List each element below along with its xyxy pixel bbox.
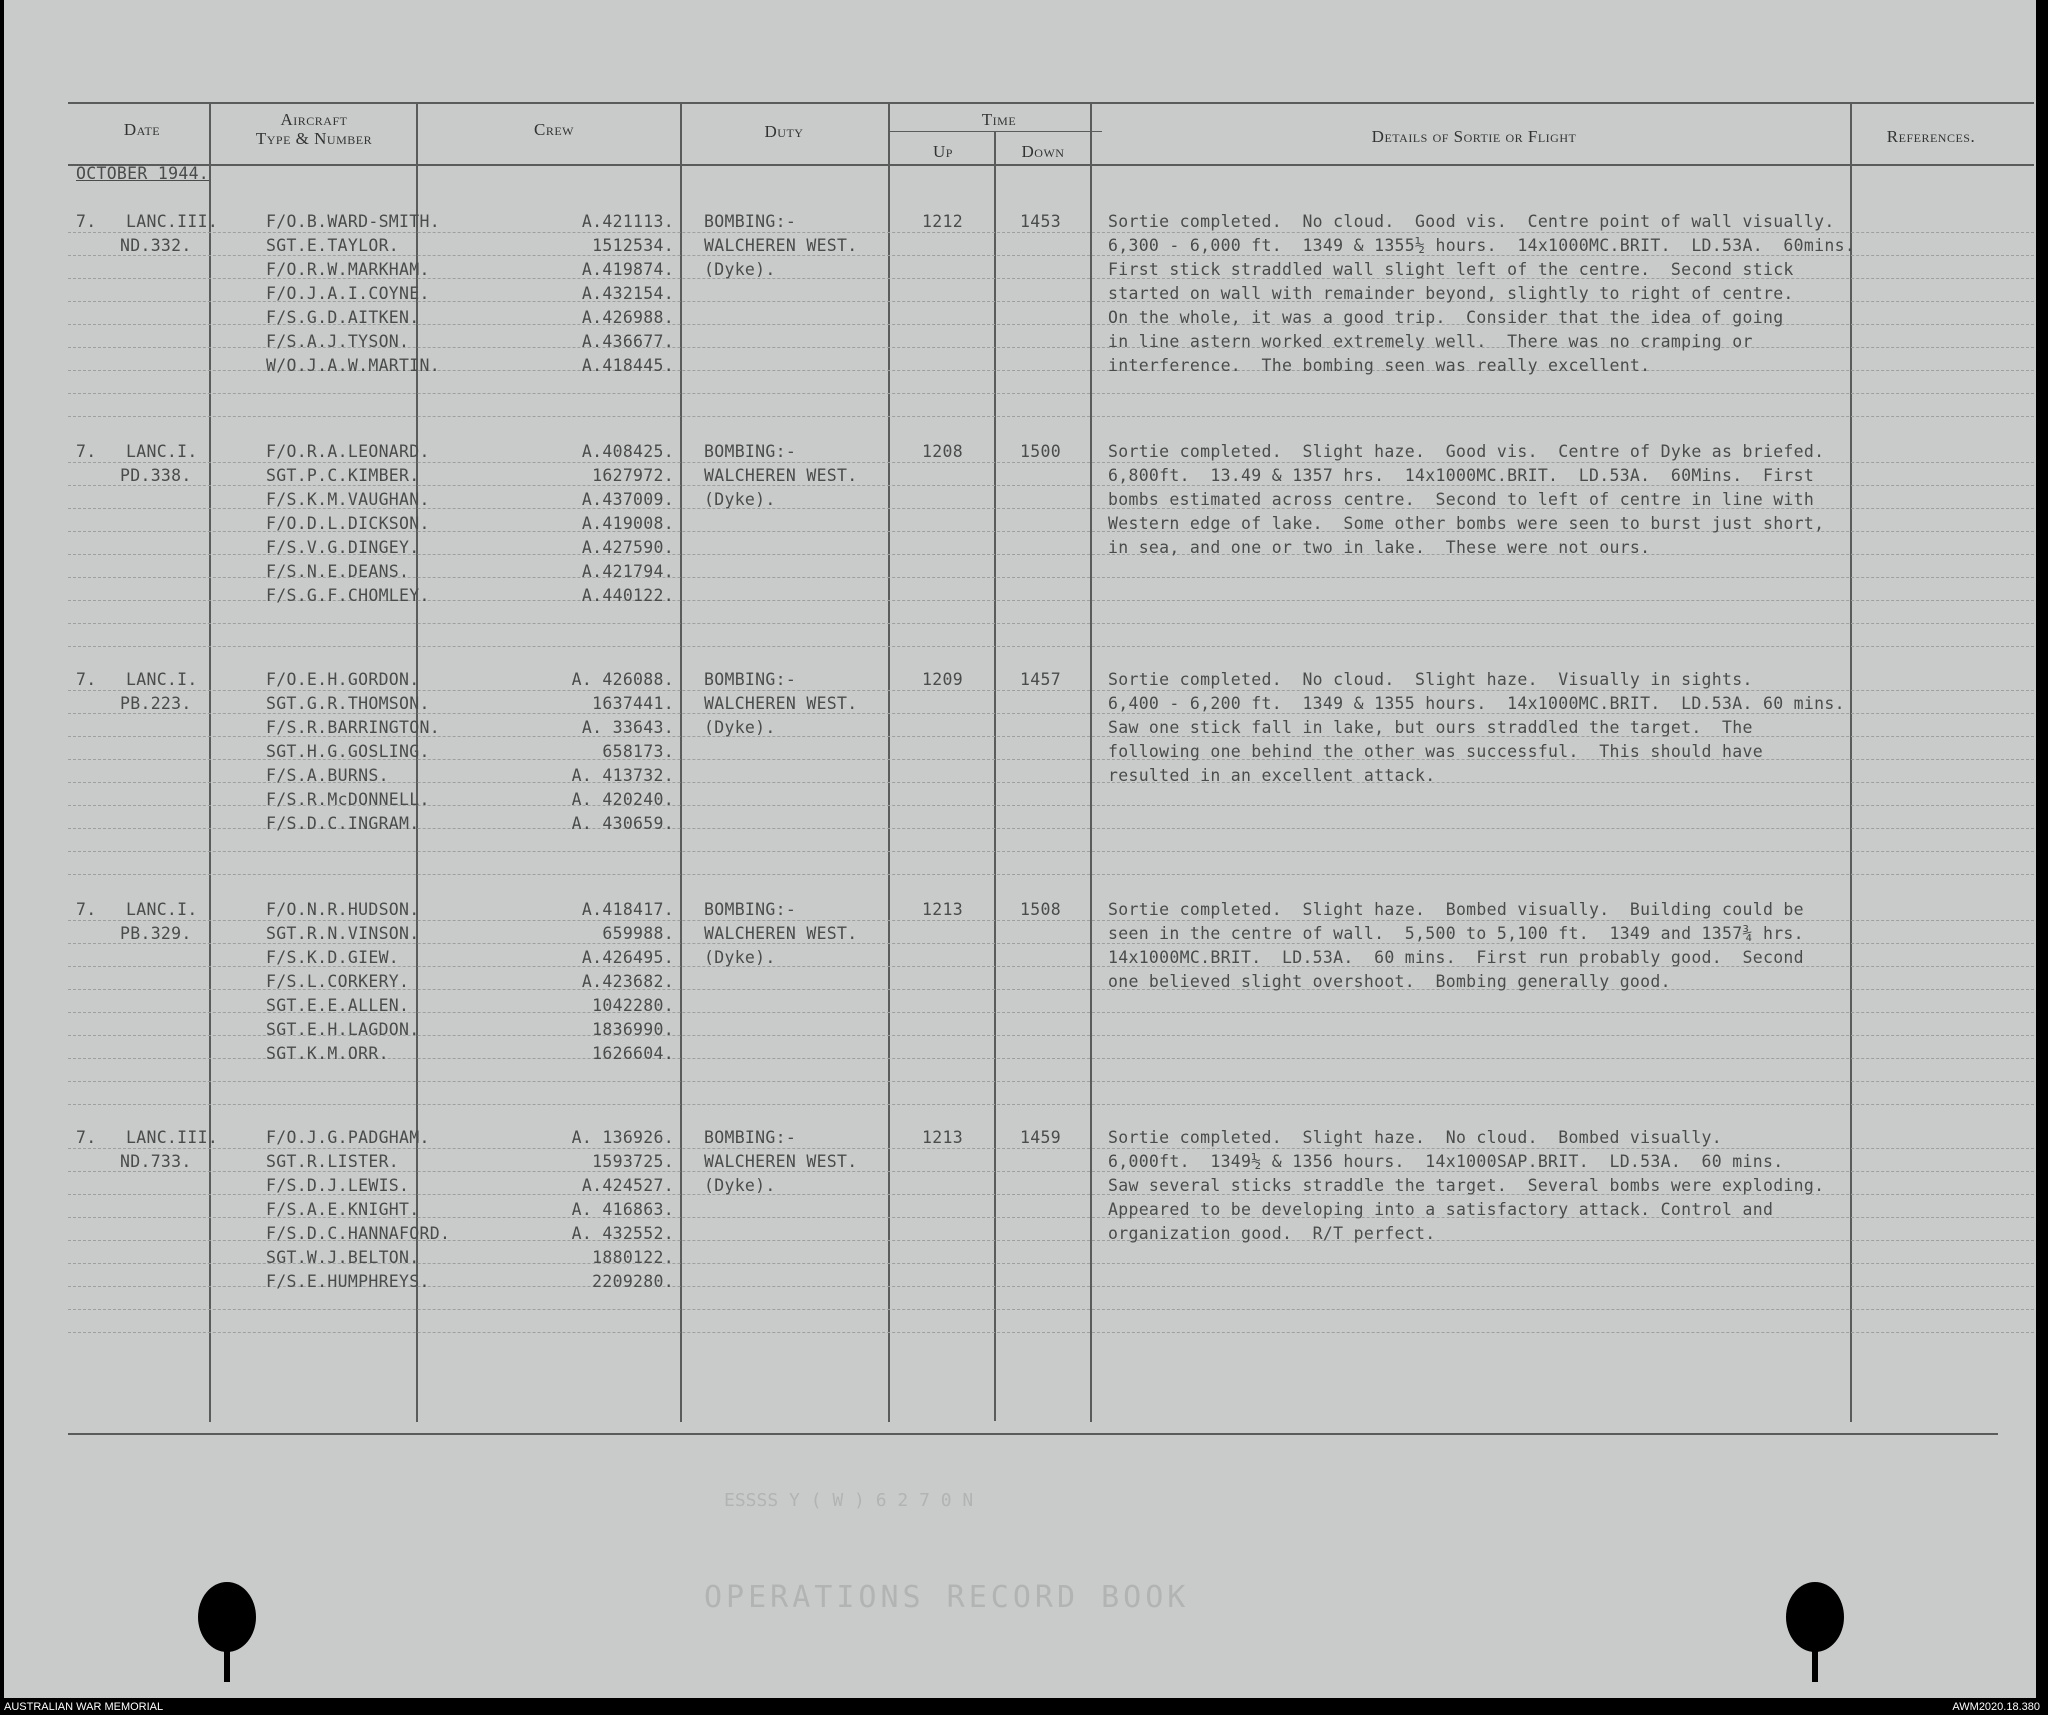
crew-name: F/S.D.J.LEWIS. — [266, 1176, 410, 1195]
crew-service-number: A. 420240. — [571, 790, 674, 809]
ruled-line — [68, 851, 2034, 853]
details-line: interference. The bombing seen was really excellent. — [1108, 356, 1651, 375]
crew-name: F/O.J.G.PADGHAM. — [266, 1128, 430, 1147]
details-line: Western edge of lake. Some other bombs were seen to burst just short, — [1108, 514, 1825, 533]
ruled-line — [68, 1148, 2034, 1150]
time-down: 1500 — [1020, 442, 1061, 461]
crew-service-number: 2209280. — [592, 1272, 674, 1291]
duty-line: BOMBING:- — [704, 1128, 797, 1147]
binder-hole-left — [198, 1582, 256, 1652]
crew-name: F/O.J.A.I.COYNE. — [266, 284, 430, 303]
details-line: seen in the centre of wall. 5,500 to 5,100 ft. 1349 and 1357¾ hrs. — [1108, 924, 1804, 943]
crew-service-number: A. 416863. — [571, 1200, 674, 1219]
crew-service-number: A. 136926. — [571, 1128, 674, 1147]
crew-service-number: A.426988. — [581, 308, 674, 327]
crew-name: F/S.K.D.GIEW. — [266, 948, 400, 967]
crew-name: SGT.H.G.GOSLING. — [266, 742, 430, 761]
duty-line: (Dyke). — [704, 1176, 776, 1195]
time-down: 1508 — [1020, 900, 1061, 919]
details-line: 6,800ft. 13.49 & 1357 hrs. 14x1000MC.BRIT. LD.53A. 60Mins. First — [1108, 466, 1815, 485]
ruled-line — [68, 1309, 2034, 1311]
footer-credit: AUSTRALIAN WAR MEMORIAL — [4, 1701, 164, 1713]
ruled-line — [68, 623, 2034, 625]
aircraft-number: PD.338. — [120, 466, 192, 485]
time-down: 1457 — [1020, 670, 1061, 689]
details-line: Sortie completed. No cloud. Slight haze. Visually in sights. — [1108, 670, 1753, 689]
aircraft-number: PB.329. — [120, 924, 192, 943]
aircraft-type: LANC.I. — [126, 442, 198, 461]
sortie-date: 7. — [76, 900, 97, 919]
details-line: bombs estimated across centre. Second to left of centre in line with — [1108, 490, 1815, 509]
crew-service-number: A. 426088. — [571, 670, 674, 689]
crew-service-number: A.424527. — [581, 1176, 674, 1195]
col-rule-3 — [680, 102, 682, 1422]
crew-service-number: A. 432552. — [571, 1224, 674, 1243]
crew-service-number: A. 33643. — [581, 718, 674, 737]
crew-name: F/S.A.J.TYSON. — [266, 332, 410, 351]
crew-name: F/S.D.C.HANNAFORD. — [266, 1224, 451, 1243]
crew-name: F/O.E.H.GORDON. — [266, 670, 420, 689]
ruled-line — [68, 393, 2034, 395]
crew-service-number: A.423682. — [581, 972, 674, 991]
sortie-date: 7. — [76, 1128, 97, 1147]
header-up: Up — [933, 142, 953, 161]
time-down: 1459 — [1020, 1128, 1061, 1147]
crew-service-number: 659988. — [602, 924, 674, 943]
crew-name: F/O.N.R.HUDSON. — [266, 900, 420, 919]
details-line: 6,000ft. 1349½ & 1356 hours. 14x1000SAP.BRIT. LD.53A. 60 mins. — [1108, 1152, 1784, 1171]
crew-service-number: 1593725. — [592, 1152, 674, 1171]
sortie-date: 7. — [76, 670, 97, 689]
duty-line: WALCHEREN WEST. — [704, 694, 858, 713]
crew-name: F/O.D.L.DICKSON. — [266, 514, 430, 533]
time-down: 1453 — [1020, 212, 1061, 231]
crew-name: F/S.R.McDONNELL. — [266, 790, 430, 809]
crew-name: SGT.R.N.VINSON. — [266, 924, 420, 943]
col-rule-1 — [209, 102, 211, 1422]
crew-name: SGT.R.LISTER. — [266, 1152, 400, 1171]
record-sheet — [4, 0, 2036, 1698]
crew-service-number: A.432154. — [581, 284, 674, 303]
crew-service-number: 1637441. — [592, 694, 674, 713]
time-up: 1213 — [922, 900, 963, 919]
crew-service-number: A.427590. — [581, 538, 674, 557]
crew-service-number: A. 430659. — [571, 814, 674, 833]
ruled-line — [68, 1332, 2034, 1334]
crew-name: F/S.K.M.VAUGHAN. — [266, 490, 430, 509]
crew-service-number: 1042280. — [592, 996, 674, 1015]
crew-name: F/S.G.F.CHOMLEY. — [266, 586, 430, 605]
ruled-line — [68, 1104, 2034, 1106]
aircraft-type: LANC.III. — [126, 1128, 219, 1147]
details-line: resulted in an excellent attack. — [1108, 766, 1436, 785]
time-up: 1209 — [922, 670, 963, 689]
crew-service-number: A.421113. — [581, 212, 674, 231]
crew-service-number: A.436677. — [581, 332, 674, 351]
crew-service-number: A.419008. — [581, 514, 674, 533]
ruled-line — [68, 943, 2034, 945]
duty-line: (Dyke). — [704, 490, 776, 509]
crew-service-number: A.421794. — [581, 562, 674, 581]
header-aircraft — [214, 110, 414, 148]
details-line: 14x1000MC.BRIT. LD.53A. 60 mins. First run probably good. Second — [1108, 948, 1804, 967]
crew-name: F/S.V.G.DINGEY. — [266, 538, 420, 557]
ruled-line — [68, 1081, 2034, 1083]
ruled-line — [68, 1171, 2034, 1173]
details-line: Saw several sticks straddle the target. Several bombs were exploding. — [1108, 1176, 1825, 1195]
duty-line: BOMBING:- — [704, 670, 797, 689]
duty-line: (Dyke). — [704, 948, 776, 967]
crew-service-number: A.437009. — [581, 490, 674, 509]
crew-name: SGT.P.C.KIMBER. — [266, 466, 420, 485]
time-up: 1213 — [922, 1128, 963, 1147]
crew-name: F/S.G.D.AITKEN. — [266, 308, 420, 327]
details-line: Sortie completed. No cloud. Good vis. Centre point of wall visually. — [1108, 212, 1835, 231]
duty-line: (Dyke). — [704, 718, 776, 737]
crew-name: F/S.A.E.KNIGHT. — [266, 1200, 420, 1219]
crew-service-number: A.440122. — [581, 586, 674, 605]
crew-name: F/O.R.A.LEONARD. — [266, 442, 430, 461]
ruled-line — [68, 920, 2034, 922]
crew-name: SGT.K.M.ORR. — [266, 1044, 389, 1063]
details-line: First stick straddled wall slight left of the centre. Second stick — [1108, 260, 1794, 279]
header-crew: Crew — [534, 120, 574, 139]
sortie-date: 7. — [76, 442, 97, 461]
crew-service-number: 1880122. — [592, 1248, 674, 1267]
ruled-line — [68, 462, 2034, 464]
aircraft-number: ND.332. — [120, 236, 192, 255]
ruled-line — [68, 255, 2034, 257]
month-heading: OCTOBER 1944. — [76, 164, 210, 183]
offset-impression-2: OPERATIONS RECORD BOOK — [704, 1580, 1190, 1615]
header-aircraft-label: Aircraft Type & Number — [255, 110, 373, 148]
duty-line: WALCHEREN WEST. — [704, 924, 858, 943]
details-line: Sortie completed. Slight haze. No cloud. Bombed visually. — [1108, 1128, 1723, 1147]
crew-service-number: 1627972. — [592, 466, 674, 485]
crew-name: SGT.E.H.LAGDON. — [266, 1020, 420, 1039]
ruled-line — [68, 232, 2034, 234]
crew-name: SGT.E.TAYLOR. — [266, 236, 400, 255]
bottom-rule — [68, 1433, 1998, 1435]
crew-name: F/S.D.C.INGRAM. — [266, 814, 420, 833]
time-up: 1208 — [922, 442, 963, 461]
time-up: 1212 — [922, 212, 963, 231]
ruled-line — [68, 713, 2034, 715]
duty-line: WALCHEREN WEST. — [704, 236, 858, 255]
duty-line: WALCHEREN WEST. — [704, 1152, 858, 1171]
footer-band — [0, 1699, 2048, 1715]
footer-accession: AWM2020.18.380 — [1952, 1701, 2040, 1713]
duty-line: BOMBING:- — [704, 900, 797, 919]
crew-service-number: A. 413732. — [571, 766, 674, 785]
crew-name: F/S.L.CORKERY. — [266, 972, 410, 991]
header-down: Down — [1021, 142, 1065, 161]
header-bottom-rule — [68, 164, 2034, 166]
aircraft-type: LANC.III. — [126, 212, 219, 231]
binder-hole-right — [1786, 1582, 1844, 1652]
header-details: Details of Sortie or Flight — [1371, 127, 1577, 146]
col-rule-6 — [1090, 102, 1092, 1422]
top-rule — [68, 102, 2034, 104]
duty-line: WALCHEREN WEST. — [704, 466, 858, 485]
crew-service-number: 1512534. — [592, 236, 674, 255]
aircraft-number: PB.223. — [120, 694, 192, 713]
crew-service-number: A.419874. — [581, 260, 674, 279]
details-line: in line astern worked extremely well. There was no cramping or — [1108, 332, 1753, 351]
details-line: 6,400 - 6,200 ft. 1349 & 1355 hours. 14x1000MC.BRIT. LD.53A. 60 mins. — [1108, 694, 1845, 713]
details-line: 6,300 - 6,000 ft. 1349 & 1355½ hours. 14x1000MC.BRIT. LD.53A. 60mins. — [1108, 236, 1856, 255]
details-line: organization good. R/T perfect. — [1108, 1224, 1436, 1243]
details-line: Sortie completed. Slight haze. Good vis. Centre of Dyke as briefed. — [1108, 442, 1825, 461]
crew-name: SGT.W.J.BELTON. — [266, 1248, 420, 1267]
aircraft-type: LANC.I. — [126, 670, 198, 689]
crew-name: SGT.G.R.THOMSON. — [266, 694, 430, 713]
crew-name: F/O.B.WARD-SMITH. — [266, 212, 440, 231]
crew-service-number: 658173. — [602, 742, 674, 761]
crew-name: F/S.R.BARRINGTON. — [266, 718, 440, 737]
details-line: started on wall with remainder beyond, slightly to right of centre. — [1108, 284, 1794, 303]
details-line: On the whole, it was a good trip. Consider that the idea of going — [1108, 308, 1784, 327]
crew-service-number: 1626604. — [592, 1044, 674, 1063]
ruled-line — [68, 874, 2034, 876]
offset-impression: ESSSS Y ( W ) 6 2 7 0 N — [724, 1490, 974, 1511]
crew-name: F/S.N.E.DEANS. — [266, 562, 410, 581]
header-date: Date — [123, 120, 161, 139]
crew-service-number: 1836990. — [592, 1020, 674, 1039]
details-line: Saw one stick fall in lake, but ours straddled the target. The — [1108, 718, 1753, 737]
col-rule-4 — [888, 102, 890, 1422]
crew-name: SGT.E.E.ALLEN. — [266, 996, 410, 1015]
details-line: Sortie completed. Slight haze. Bombed visually. Building could be — [1108, 900, 1804, 919]
details-line: following one behind the other was successful. This should have — [1108, 742, 1763, 761]
details-line: Appeared to be developing into a satisfactory attack. Control and — [1108, 1200, 1774, 1219]
ruled-line — [68, 485, 2034, 487]
ruled-line — [68, 646, 2034, 648]
crew-name: F/O.R.W.MARKHAM. — [266, 260, 430, 279]
sortie-date: 7. — [76, 212, 97, 231]
header-references: References. — [1886, 127, 1976, 146]
crew-service-number: A.408425. — [581, 442, 674, 461]
aircraft-number: ND.733. — [120, 1152, 192, 1171]
aircraft-type: LANC.I. — [126, 900, 198, 919]
ruled-line — [68, 690, 2034, 692]
crew-service-number: A.418445. — [581, 356, 674, 375]
duty-line: BOMBING:- — [704, 442, 797, 461]
crew-service-number: A.426495. — [581, 948, 674, 967]
header-duty: Duty — [764, 122, 804, 141]
ruled-line — [68, 416, 2034, 418]
details-line: in sea, and one or two in lake. These were not ours. — [1108, 538, 1651, 557]
duty-line: BOMBING:- — [704, 212, 797, 231]
crew-name: F/S.A.BURNS. — [266, 766, 389, 785]
details-line: one believed slight overshoot. Bombing generally good. — [1108, 972, 1671, 991]
crew-service-number: A.418417. — [581, 900, 674, 919]
crew-name: W/O.J.A.W.MARTIN. — [266, 356, 440, 375]
duty-line: (Dyke). — [704, 260, 776, 279]
header-time: Time — [981, 110, 1017, 129]
crew-name: F/S.E.HUMPHREYS. — [266, 1272, 430, 1291]
